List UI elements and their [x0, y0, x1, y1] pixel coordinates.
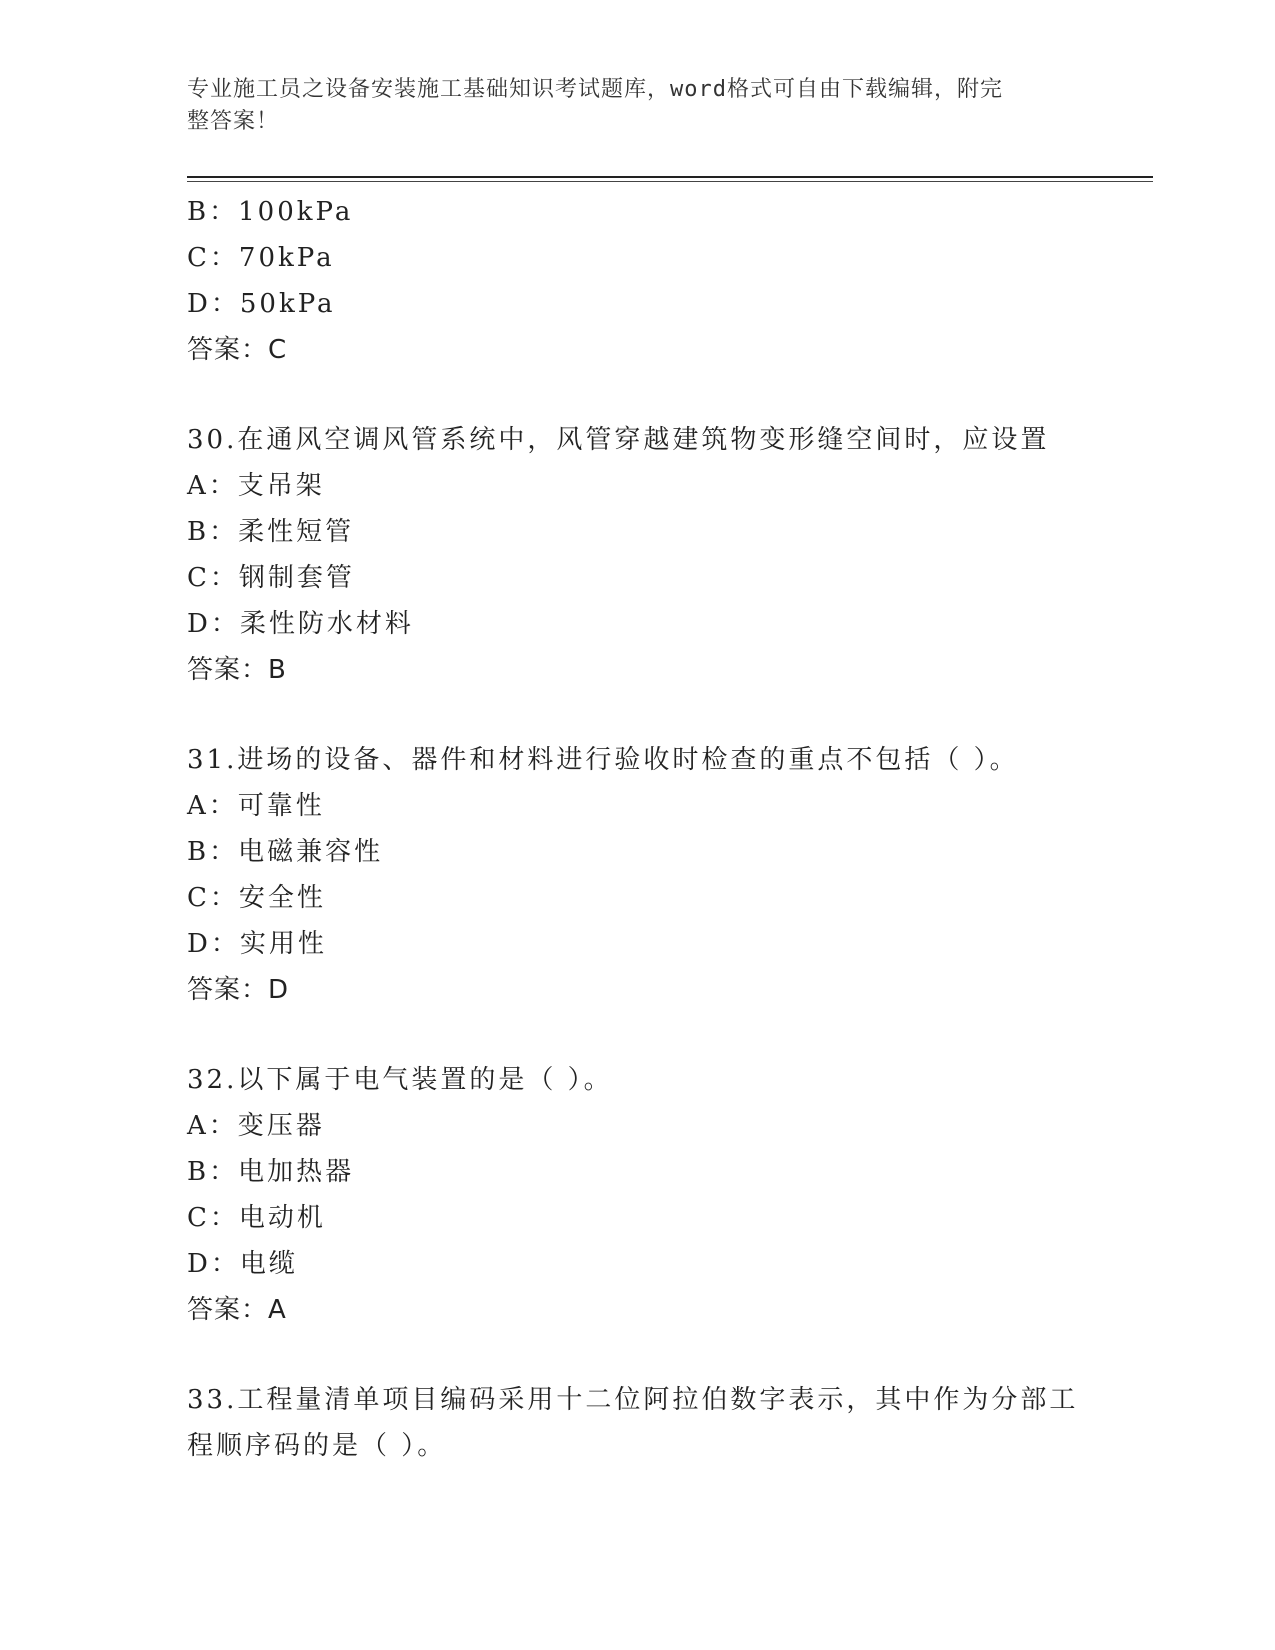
option-a: A：支吊架: [187, 471, 325, 501]
option-a: A：可靠性: [187, 791, 325, 821]
option-b: B：柔性短管: [187, 517, 355, 547]
answer-line: 答案：B: [187, 655, 287, 685]
option-c: C：电动机: [187, 1203, 326, 1233]
question-stem: 30.在通风空调风管系统中，风管穿越建筑物变形缝空间时，应设置: [187, 425, 1050, 455]
document-header: [187, 74, 1067, 138]
question-29-continuation: [187, 189, 1087, 373]
option-b: B：电磁兼容性: [187, 837, 384, 867]
option-c: C：70kPa: [187, 243, 335, 273]
question-stem-line-1: 33.工程量清单项目编码采用十二位阿拉伯数字表示，其中作为分部工: [187, 1385, 1079, 1415]
question-30: [187, 417, 1087, 693]
header-title-line-1: 专业施工员之设备安装施工基础知识考试题库，word格式可自由下载编辑，附完: [187, 77, 1003, 102]
header-divider-thick: [187, 176, 1153, 178]
question-stem: 32.以下属于电气装置的是（ ）。: [187, 1065, 613, 1095]
option-d: D：50kPa: [187, 289, 336, 319]
answer-line: 答案：A: [187, 1295, 287, 1325]
option-a: A：变压器: [187, 1111, 325, 1141]
option-b: B：100kPa: [187, 197, 354, 227]
header-title-line-2: 整答案！: [187, 109, 280, 134]
answer-line: 答案：D: [187, 975, 290, 1005]
question-stem: 31.进场的设备、器件和材料进行验收时检查的重点不包括（ ）。: [187, 745, 1019, 775]
header-divider-thin: [187, 181, 1153, 182]
option-d: D：柔性防水材料: [187, 609, 414, 639]
question-stem-line-2: 程顺序码的是（ ）。: [187, 1431, 447, 1461]
option-d: D：实用性: [187, 929, 327, 959]
option-c: C：安全性: [187, 883, 326, 913]
question-list: [187, 189, 1087, 1469]
answer-line: 答案：C: [187, 335, 288, 365]
option-b: B：电加热器: [187, 1157, 355, 1187]
option-d: D：电缆: [187, 1249, 298, 1279]
question-32: [187, 1057, 1087, 1333]
question-33: [187, 1377, 1087, 1469]
question-31: [187, 737, 1087, 1013]
option-c: C：钢制套管: [187, 563, 355, 593]
